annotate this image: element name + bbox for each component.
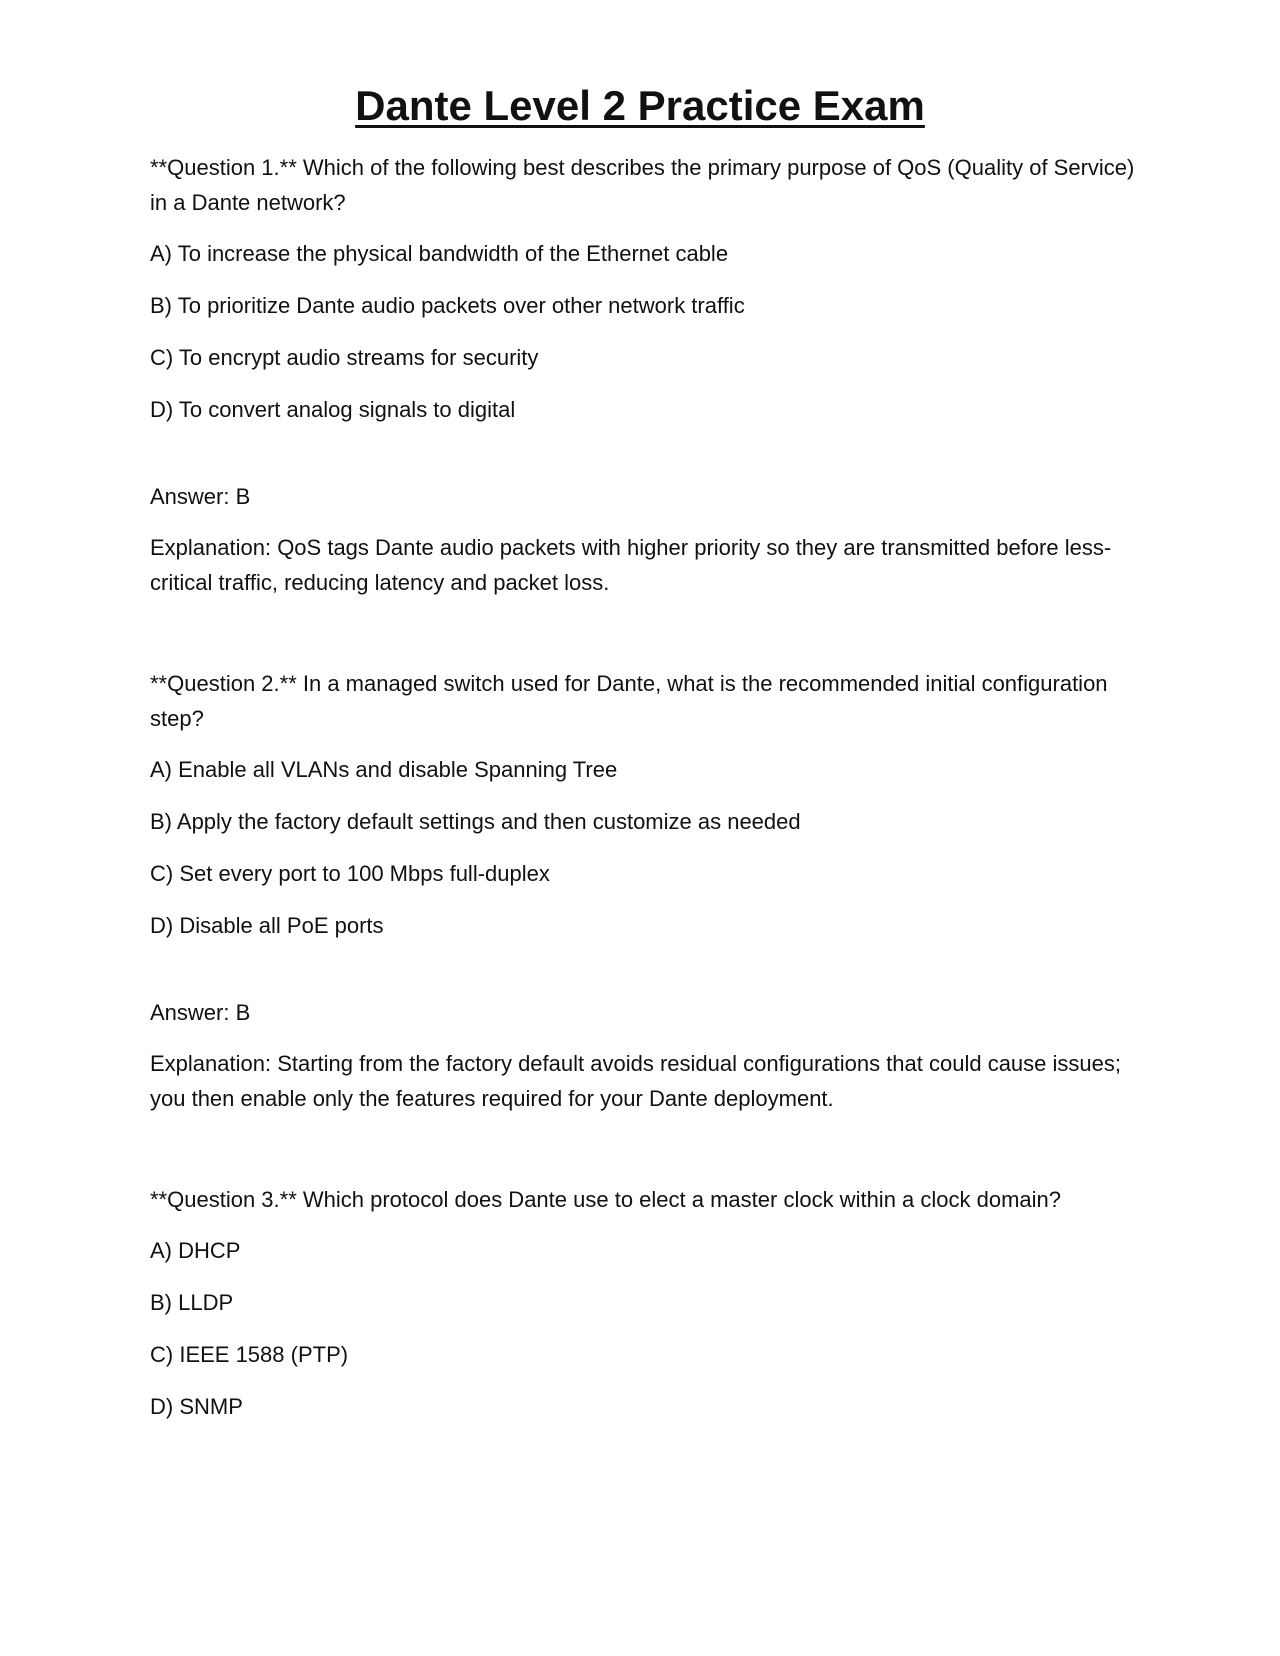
question-2-option-c: C) Set every port to 100 Mbps full-duplex bbox=[150, 861, 550, 886]
question-1-option-a: A) To increase the physical bandwidth of the Ethernet cable bbox=[150, 241, 729, 266]
question-1-option-b: B) To prioritize Dante audio packets over other network traffic bbox=[150, 293, 745, 318]
question-2-text: **Question 2.** In a managed switch used for Dante, what is the recommended initial configuration step? bbox=[150, 671, 1108, 731]
question-1-explanation: Explanation: QoS tags Dante audio packets with higher priority so they are transmitted before less-critical traffic, reducing latency and packet loss. bbox=[150, 535, 1112, 595]
section-spacer bbox=[150, 600, 1150, 666]
section-spacer bbox=[150, 1116, 1150, 1182]
question-3-option-c: C) IEEE 1588 (PTP) bbox=[150, 1342, 349, 1367]
question-1-text: **Question 1.** Which of the following best describes the primary purpose of QoS (Quality of Service) in a Dante network? bbox=[150, 155, 1135, 215]
question-2-option-a: A) Enable all VLANs and disable Spanning Tree bbox=[150, 757, 618, 782]
question-3-option-b: B) LLDP bbox=[150, 1290, 234, 1315]
question-2-explanation: Explanation: Starting from the factory default avoids residual configurations that could cause issues; you then enable only the features required for your Dante deployment. bbox=[150, 1051, 1121, 1111]
question-3-option-d: D) SNMP bbox=[150, 1394, 243, 1419]
page-title-text: Dante Level 2 Practice Exam bbox=[355, 82, 925, 129]
question-1-option-d: D) To convert analog signals to digital bbox=[150, 397, 516, 422]
question-2 bbox=[150, 666, 1150, 1116]
question-3-option-a: A) DHCP bbox=[150, 1238, 241, 1263]
question-2-option-b: B) Apply the factory default settings and then customize as needed bbox=[150, 809, 801, 834]
question-1-answer: Answer: B bbox=[150, 484, 251, 509]
page-title bbox=[0, 78, 1280, 134]
question-3-text: **Question 3.** Which protocol does Dante use to elect a master clock within a clock domain? bbox=[150, 1187, 1062, 1212]
question-1-option-c: C) To encrypt audio streams for security bbox=[150, 345, 539, 370]
question-2-option-d: D) Disable all PoE ports bbox=[150, 913, 384, 938]
question-1 bbox=[150, 150, 1150, 600]
question-3 bbox=[150, 1182, 1150, 1424]
question-2-answer: Answer: B bbox=[150, 1000, 251, 1025]
document-body bbox=[150, 150, 1150, 1441]
